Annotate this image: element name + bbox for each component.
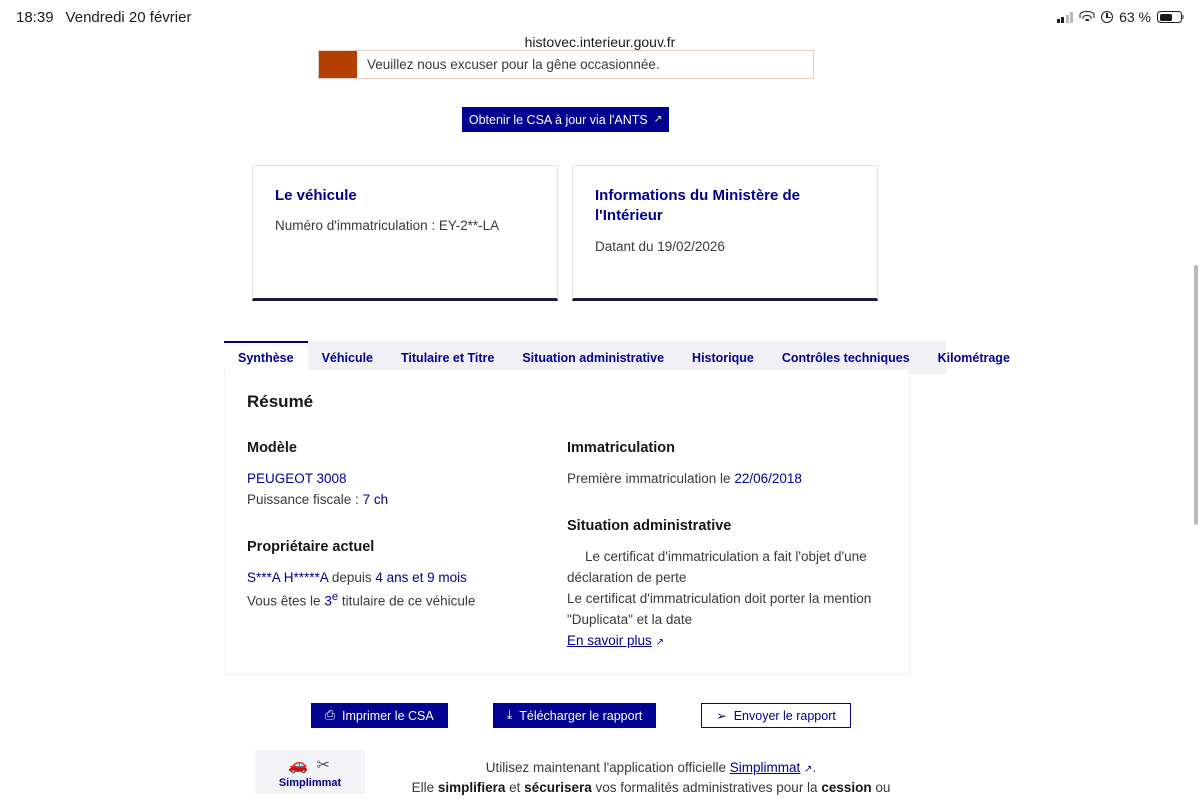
- tab-controles-techniques[interactable]: Contrôles techniques: [768, 341, 924, 374]
- status-bar-left: [16, 9, 191, 26]
- proprietaire-since-value: 4 ans et 9 mois: [375, 569, 467, 585]
- puissance-value: 7 ch: [362, 491, 389, 507]
- promo-bold-cession: cession: [821, 780, 872, 796]
- simplimmat-link[interactable]: Simplimmat: [729, 760, 801, 775]
- ministry-card: [572, 165, 878, 301]
- modele-name[interactable]: PEUGEOT 3008: [247, 471, 347, 486]
- car-icon: 🚗 ✂: [288, 757, 332, 774]
- promo-line-2-mid: et: [505, 780, 525, 796]
- tab-kilometrage[interactable]: Kilométrage: [924, 341, 946, 374]
- ministry-card-title: Informations du Ministère de l'Intérieur: [595, 187, 801, 225]
- situation-title: Situation administrative: [567, 517, 732, 534]
- en-savoir-plus-link[interactable]: En savoir plus: [567, 632, 652, 648]
- tab-situation-administrative[interactable]: Situation administrative: [508, 341, 678, 374]
- ministry-card-date: Datant du 19/02/2026: [595, 238, 725, 254]
- immatriculation-row: [567, 469, 887, 490]
- external-link-icon: ↗: [804, 764, 813, 775]
- situation-block: [567, 518, 887, 652]
- print-csa-label: Imprimer le CSA: [342, 708, 434, 723]
- promo-line-2-c: vos formalités administratives pour la: [591, 780, 822, 796]
- page-scrollbar[interactable]: [1194, 265, 1198, 525]
- situation-link-row: [567, 631, 887, 652]
- status-bar: [0, 0, 1200, 34]
- promo-line-1: [387, 758, 915, 778]
- immatriculation-title: Immatriculation: [567, 440, 675, 456]
- wifi-icon: [1079, 11, 1095, 23]
- location-icon: [1101, 11, 1113, 23]
- immatriculation-label: Première immatriculation le: [567, 471, 735, 486]
- modele-title: Modèle: [247, 440, 297, 456]
- panel-columns: [247, 440, 887, 652]
- url-text: histovec.interieur.gouv.fr: [524, 34, 676, 50]
- vehicle-card-title: Le véhicule: [275, 187, 357, 204]
- promo-line-1-a: Utilisez maintenant l'application officielle: [485, 760, 730, 775]
- tab-bar: [224, 341, 1010, 374]
- battery-percent: 63 %: [1119, 9, 1151, 25]
- promo-bold-securisera: sécurisera: [524, 780, 592, 796]
- obtain-csa-ants-button[interactable]: [462, 107, 669, 132]
- status-time: 18:39: [16, 8, 54, 26]
- status-bar-right: [1057, 9, 1182, 25]
- tab-vehicule[interactable]: Véhicule: [308, 341, 387, 374]
- send-report-label: Envoyer le rapport: [733, 708, 836, 723]
- alert-accent-bar: [319, 51, 357, 78]
- printer-icon: ⎙: [325, 708, 336, 722]
- proprietaire-block: [247, 539, 567, 612]
- panel-left-column: [247, 440, 567, 652]
- titulaire-rank-row: [247, 589, 567, 612]
- proprietaire-row: [247, 568, 567, 589]
- download-report-button[interactable]: [493, 703, 657, 728]
- simplimmat-promo-text: [387, 750, 915, 799]
- promo-bold-simplifiera: simplifiera: [437, 780, 506, 796]
- obtain-csa-ants-label: Obtenir le CSA à jour via l'ANTS: [468, 112, 648, 127]
- external-link-icon: ↗: [653, 114, 663, 125]
- titulaire-prefix: Vous êtes le: [247, 593, 325, 609]
- report-actions: [311, 703, 851, 728]
- vehicle-card-registration: Numéro d'immatriculation : EY-2**-LA: [275, 218, 500, 234]
- panel-right-column: [567, 440, 887, 652]
- proprietaire-since-label: depuis: [328, 569, 376, 585]
- simplimmat-promo: [255, 750, 915, 799]
- alert-banner: [318, 50, 814, 79]
- simplimmat-logo-label: Simplimmat: [278, 777, 342, 789]
- download-report-label: Télécharger le rapport: [519, 708, 643, 723]
- vehicle-card: [252, 165, 558, 301]
- promo-line-1-b: .: [812, 760, 817, 775]
- puissance-row: [247, 490, 567, 511]
- titulaire-rank: 3: [324, 593, 332, 609]
- synthese-panel: [224, 370, 910, 675]
- send-report-button[interactable]: [701, 703, 851, 728]
- tab-synthese[interactable]: Synthèse: [224, 341, 308, 374]
- promo-line-2-d: ou: [871, 780, 891, 796]
- panel-heading: Résumé: [247, 392, 314, 411]
- titulaire-rank-suffix: e: [331, 590, 339, 603]
- print-csa-button[interactable]: [311, 703, 448, 728]
- status-date: Vendredi 20 février: [65, 8, 192, 26]
- info-cards: [252, 165, 878, 301]
- titulaire-suffix: titulaire de ce véhicule: [338, 593, 476, 609]
- tab-historique[interactable]: Historique: [678, 341, 768, 374]
- battery-icon: [1157, 11, 1182, 23]
- send-icon: ➢: [716, 709, 727, 723]
- browser-url-bar[interactable]: [0, 34, 1200, 50]
- simplimmat-logo: [255, 750, 365, 794]
- situation-line-2: Le certificat d'immatriculation doit porter la mention "Duplicata" et la date: [567, 590, 872, 627]
- immatriculation-value: 22/06/2018: [734, 471, 802, 486]
- proprietaire-name: S***A H*****A: [247, 569, 329, 585]
- alert-message: Veuillez nous excuser pour la gêne occasionnée.: [367, 57, 660, 72]
- promo-line-2-a: Elle: [411, 780, 438, 796]
- page-content: [0, 50, 1200, 796]
- tab-titulaire-et-titre[interactable]: Titulaire et Titre: [387, 341, 508, 374]
- promo-line-2: [387, 778, 915, 798]
- cellular-signal-icon: [1057, 12, 1074, 23]
- proprietaire-title: Propriétaire actuel: [247, 538, 375, 555]
- puissance-label: Puissance fiscale :: [247, 491, 363, 507]
- modele-name-row: [247, 469, 567, 490]
- download-icon: ⤓: [506, 708, 513, 722]
- external-link-icon: ↗: [655, 636, 664, 648]
- situation-line-1: Le certificat d'immatriculation a fait l'objet d'une déclaration de perte: [567, 548, 867, 585]
